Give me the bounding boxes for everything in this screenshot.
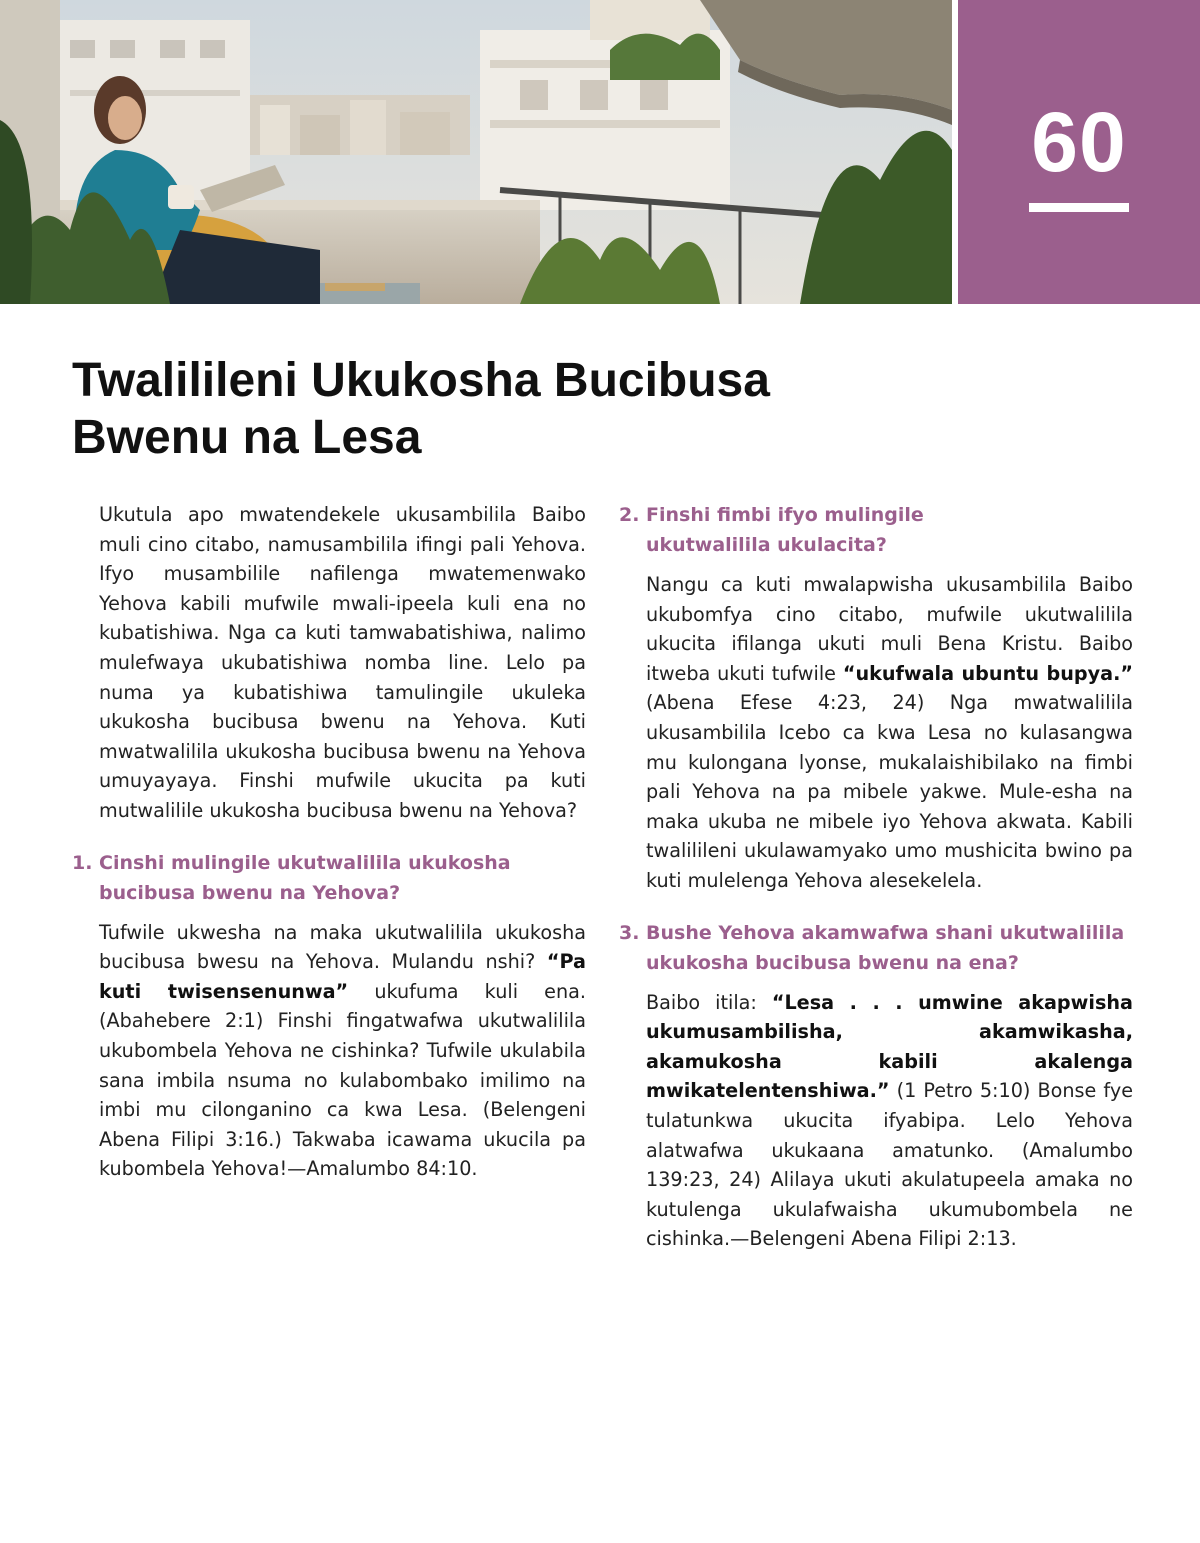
question-1-number: 1. [72, 851, 93, 874]
question-3-answer-scripture: “Lesa . . . umwine akapwisha ukumusambilisha, akamwikasha, akamukosha kabili akalenga mwikatelentenshiwa.” [646, 990, 1134, 1103]
question-2-number: 2. [619, 504, 640, 526]
question-3-answer [646, 988, 1133, 1254]
question-2-heading [619, 500, 1133, 560]
right-column [619, 500, 1134, 1254]
question-1-answer [99, 918, 586, 1184]
question-2-heading-line-1: Finshi fimbi ifyo mulingile [646, 504, 924, 526]
question-1-answer-text-b: ukufuma kuli ena. (Abahebere 2:1) Finshi fingatwafwa ukutwalilila ukubombela Yehova ne cishinka? Tufwile ukulabila sana imbila nsuma no kulabombako imilimo na imbi mu cilonganino ca kwa Lesa. (Belengeni Abena Filipi 3:16.) Takwaba icawama ukucila pa kubombela Yehova!—Amalumbo 84:10. [99, 979, 586, 1181]
page-title-line-2: Bwenu na Lesa [72, 411, 422, 464]
question-3-heading-line-1: Bushe Yehova akamwafwa shani ukutwalilila [646, 921, 1125, 944]
chapter-number-underline [1029, 203, 1129, 212]
page-title-line-1: Twalilileni Ukukosha Bucibusa [72, 354, 770, 407]
question-3-number: 3. [619, 921, 640, 944]
spacer [646, 896, 1133, 918]
question-2-answer [646, 570, 1133, 896]
question-2-heading-line-2: ukutwalilila ukulacita? [646, 534, 887, 556]
chapter-number-box [958, 0, 1200, 304]
question-2-answer-text-b: (Abena Efese 4:23, 24) Nga mwatwalilila ukusambilila Icebo ca kwa Lesa no kulasangwa mu kulongana lyonse, mukalaishibilako na fimbi pali Yehova na pa mibele yakwe. Mule-esha na maka ukuba ne mibele iyo Yehova akwata. Kabili twalilileni ukulawamyako umo mushicita bwino pa kuti mulelenga Yehova alesekelela. [646, 691, 1133, 892]
balcony-city-illustration [0, 0, 952, 304]
chapter-number: 60 [1031, 95, 1127, 189]
question-2-answer-scripture: “ukufwala ubuntu bupya.” [842, 661, 1133, 685]
page-title [72, 352, 892, 466]
question-3-heading [619, 918, 1133, 978]
left-column [72, 500, 586, 1184]
question-3-answer-text-b: (1 Petro 5:10) Bonse fye tulatunkwa ukucita ifyabipa. Lelo Yehova alatwafwa ukukaana amatunko. (Amalumbo 139:23, 24) Alilaya ukuti akulatupeela amaka no kutulenga ukulafwaisha ukumubombela ne cishinka.—Belengeni Abena Filipi 2:13. [646, 1079, 1133, 1251]
question-1-answer-text-a: Tufwile ukwesha na maka ukutwalilila ukukosha bucibusa bwesu na Yehova. Mulandu nshi? [99, 920, 586, 974]
question-1-heading-line-2: bucibusa bwenu na Yehova? [99, 881, 401, 904]
question-1-answer-scripture: “Pa kuti twisensenunwa” [99, 950, 586, 1003]
question-3-heading-line-2: ukukosha bucibusa bwenu na ena? [646, 951, 1019, 974]
intro-paragraph: Ukutula apo mwatendekele ukusambilila Baibo muli cino citabo, namusambilila ifingi pali Yehova. Ifyo musambilile nafilenga mwatemenwako Yehova kabili mufwile mwali-ipeela kuli ena no kubatishiwa. Nga ca kuti tamwabatishiwa, nalimo mulefwaya ukubatishiwa nomba line. Lelo pa numa ya kubatishiwa tamulingile ukuleka ukukosha bucibusa bwenu na Yehova. Kuti mwatwalilila ukukosha bucibusa bwenu na Yehova umuyayaya. Finshi mufwile ukucita pa kuti mutwalilile ukukosha bucibusa bwenu na Yehova? [99, 503, 586, 822]
spacer [99, 826, 586, 848]
question-2-answer-text-a: Nangu ca kuti mwalapwisha ukusambilila Baibo ukubomfya cino citabo, mufwile ukutwalilila ukucita ifilanga ukuti muli Bena Kristu. Baibo itweba ukuti tufwile [646, 573, 1133, 685]
question-1-heading [72, 848, 586, 908]
question-1-heading-line-1: Cinshi mulingile ukutwalilila ukukosha [99, 851, 511, 874]
question-3-answer-text-a: Baibo itila: [646, 990, 772, 1014]
hero-photo [0, 0, 952, 304]
